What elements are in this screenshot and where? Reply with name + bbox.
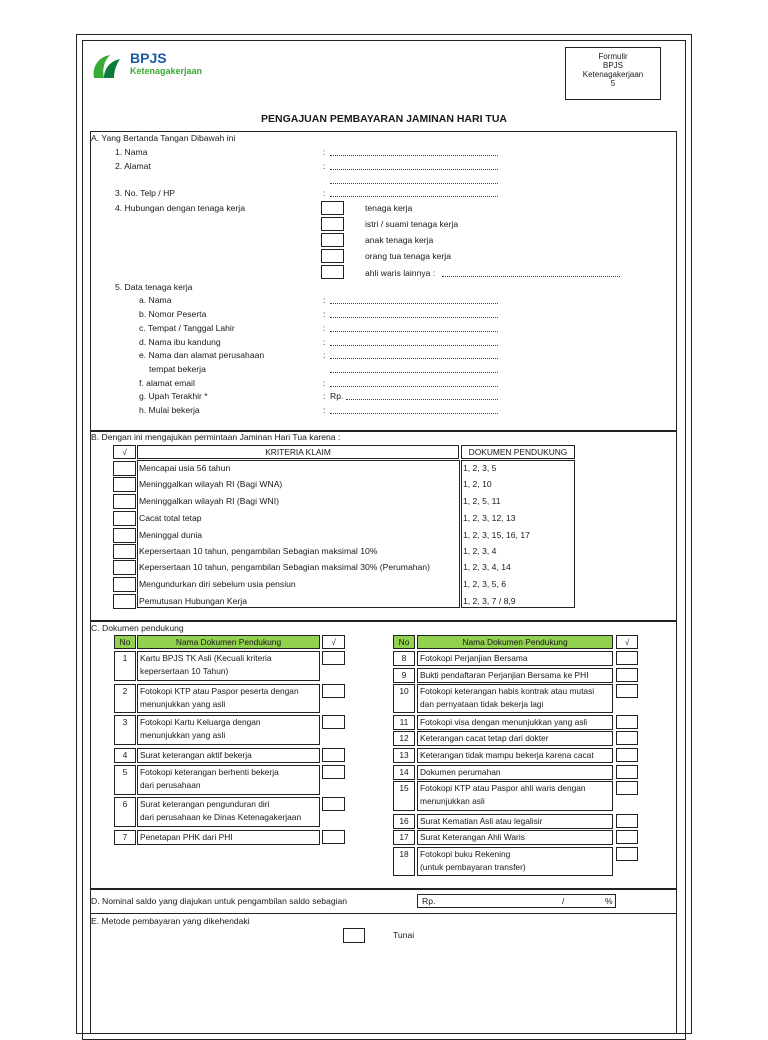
doc-number: 13 xyxy=(393,748,415,763)
doc-number: 2 xyxy=(114,684,136,713)
criteria-text: Mencapai usia 56 tahun xyxy=(139,463,231,473)
payment-option-label: Tunai xyxy=(393,930,415,940)
doc-name: Surat Kematian Asli atau legalisir xyxy=(417,814,613,829)
doc-number: 7 xyxy=(114,830,136,845)
bpjs-logo-icon xyxy=(90,51,130,81)
input-ibu-kandung[interactable] xyxy=(330,345,498,346)
checkbox-orang-tua[interactable] xyxy=(321,249,344,263)
form-code-line: BPJS xyxy=(602,61,623,70)
doc-number: 5 xyxy=(114,765,136,795)
doc-number: 10 xyxy=(393,684,415,713)
doc-name: Fotokopi Perjanjian Bersama xyxy=(417,651,613,666)
doc-number: 18 xyxy=(393,847,415,876)
criteria-docs: 1, 2, 5, 11 xyxy=(463,496,501,506)
criteria-text: Pemutusan Hubungan Kerja xyxy=(139,596,247,606)
doc-number: 9 xyxy=(393,668,415,683)
right-no-header: No xyxy=(393,635,415,649)
field-label-telp: 3. No. Telp / HP xyxy=(115,188,176,198)
nominal-currency: Rp. xyxy=(422,896,436,906)
checkbox-tunai[interactable] xyxy=(343,928,365,943)
doc-name: Bukti pendaftaran Perjanjian Bersama ke PHI xyxy=(417,668,613,683)
criteria-text-column xyxy=(137,460,460,608)
criteria-text: Kepersertaan 10 tahun, pengambilan Sebagian maksimal 30% (Perumahan) xyxy=(139,562,430,572)
criteria-checkbox[interactable] xyxy=(113,511,136,526)
checkbox-tenaga-kerja[interactable] xyxy=(321,201,344,215)
form-code-line: Ketenagakerjaan xyxy=(582,70,644,79)
doc-name: Fotokopi KTP atau Paspor peserta dengan menunjukkan yang asli xyxy=(137,684,320,713)
doc-checkbox[interactable] xyxy=(616,684,638,698)
colon: : xyxy=(323,378,326,388)
sub-label-upah: g. Upah Terakhir * xyxy=(139,391,208,401)
field-label-data-tenaga-kerja: 5. Data tenaga kerja xyxy=(115,282,193,292)
criteria-docs: 1, 2, 3, 4, 14 xyxy=(463,562,511,572)
doc-checkbox[interactable] xyxy=(616,715,638,729)
doc-checkbox[interactable] xyxy=(616,748,638,762)
relation-label: orang tua tenaga kerja xyxy=(365,251,452,261)
criteria-checkbox[interactable] xyxy=(113,477,136,492)
sub-label-mulai-bekerja: h. Mulai bekerja xyxy=(139,405,200,415)
doc-name: Penetapan PHK dari PHI xyxy=(137,830,320,845)
criteria-docs: 1, 2, 3, 5 xyxy=(463,463,497,473)
criteria-text: Kepersertaan 10 tahun, pengambilan Sebagian maksimal 10% xyxy=(139,546,378,556)
criteria-text: Meninggal dunia xyxy=(139,530,203,540)
input-telp[interactable] xyxy=(330,196,498,197)
section-c-heading: C. Dokumen pendukung xyxy=(91,623,184,633)
input-perusahaan-2[interactable] xyxy=(330,372,498,373)
doc-number: 14 xyxy=(393,765,415,780)
section-d-heading: D. Nominal saldo yang diajukan untuk pengambilan saldo sebagian xyxy=(91,896,348,906)
doc-checkbox[interactable] xyxy=(616,668,638,682)
criteria-text: Meninggalkan wilayah RI (Bagi WNA) xyxy=(139,479,283,489)
doc-checkbox[interactable] xyxy=(322,748,345,762)
criteria-text: Meninggalkan wilayah RI (Bagi WNI) xyxy=(139,496,279,506)
doc-checkbox[interactable] xyxy=(322,797,345,811)
doc-checkbox[interactable] xyxy=(322,830,345,844)
doc-name: Fotokopi KTP atau Paspor ahli waris dengan menunjukkan asli xyxy=(417,781,613,811)
doc-name: Fotokopi visa dengan menunjukkan yang asli xyxy=(417,715,613,730)
input-nama[interactable] xyxy=(330,155,498,156)
colon: : xyxy=(323,147,326,157)
doc-number: 16 xyxy=(393,814,415,829)
document-column xyxy=(461,460,575,608)
doc-number: 17 xyxy=(393,830,415,845)
doc-name: Surat Keterangan Ahli Waris xyxy=(417,830,613,845)
criteria-checkbox[interactable] xyxy=(113,560,136,575)
criteria-checkbox[interactable] xyxy=(113,594,136,609)
doc-checkbox[interactable] xyxy=(616,651,638,665)
sub-label-nomor-peserta: b. Nomor Peserta xyxy=(139,309,207,319)
doc-number: 11 xyxy=(393,715,415,730)
field-label-hubungan: 4. Hubungan dengan tenaga kerja xyxy=(115,203,245,213)
doc-name: Keterangan tidak mampu bekerja karena cacat xyxy=(417,748,613,763)
colon: : xyxy=(323,337,326,347)
doc-name: Fotokopi buku Rekening (untuk pembayaran transfer) xyxy=(417,847,613,876)
doc-number: 3 xyxy=(114,715,136,745)
doc-name: Surat keterangan aktif bekerja xyxy=(137,748,320,763)
form-code-line: 5 xyxy=(610,79,616,88)
relation-label: anak tenaga kerja xyxy=(365,235,434,245)
doc-number: 1 xyxy=(114,651,136,681)
doc-name: Surat keterangan pengunduran diri dari perusahaan ke Dinas Ketenagakerjaan xyxy=(137,797,320,827)
input-alamat[interactable] xyxy=(330,169,498,170)
checkbox-istri-suami[interactable] xyxy=(321,217,344,231)
criteria-text: Cacat total tetap xyxy=(139,513,202,523)
criteria-checkbox[interactable] xyxy=(113,461,136,476)
doc-checkbox[interactable] xyxy=(616,830,638,844)
colon: : xyxy=(323,405,326,415)
criteria-docs: 1, 2, 3, 4 xyxy=(463,546,497,556)
doc-checkbox[interactable] xyxy=(322,715,345,729)
doc-checkbox[interactable] xyxy=(616,731,638,745)
checkbox-anak[interactable] xyxy=(321,233,344,247)
doc-number: 4 xyxy=(114,748,136,763)
criteria-checkbox[interactable] xyxy=(113,528,136,543)
form-code-line: Formulir xyxy=(598,52,628,61)
criteria-check-header: √ xyxy=(113,445,136,459)
doc-checkbox[interactable] xyxy=(616,814,638,828)
document-header: DOKUMEN PENDUKUNG xyxy=(461,445,575,459)
right-check-header: √ xyxy=(616,635,638,649)
input-email[interactable] xyxy=(330,386,498,387)
doc-number: 6 xyxy=(114,797,136,827)
sub-label-email: f. alamat email xyxy=(139,378,195,388)
doc-number: 8 xyxy=(393,651,415,666)
criteria-docs: 1, 2, 10 xyxy=(463,479,492,489)
field-label-nama: 1. Nama xyxy=(115,147,148,157)
nominal-percent: % xyxy=(605,896,613,906)
doc-number: 15 xyxy=(393,781,415,811)
logo-bpjs: BPJS xyxy=(130,50,167,66)
criteria-checkbox[interactable] xyxy=(113,577,136,592)
section-e-heading: E. Metode pembayaran yang dikehendaki xyxy=(91,916,250,926)
sub-label-ttl: c. Tempat / Tanggal Lahir xyxy=(139,323,235,333)
doc-checkbox[interactable] xyxy=(322,651,345,665)
page-title: PENGAJUAN PEMBAYARAN JAMINAN HARI TUA xyxy=(260,113,507,125)
input-mulai-bekerja[interactable] xyxy=(330,413,498,414)
criteria-header: KRITERIA KLAIM xyxy=(137,445,459,459)
relation-label: ahli waris lainnya : xyxy=(365,268,436,278)
input-ahli-waris[interactable] xyxy=(442,276,620,277)
criteria-docs: 1, 2, 3, 7 / 8,9 xyxy=(463,596,516,606)
doc-checkbox[interactable] xyxy=(322,684,345,698)
left-check-header: √ xyxy=(322,635,345,649)
doc-name: Fotokopi Kartu Keluarga dengan menunjukkan yang asli xyxy=(137,715,320,745)
doc-name: Kartu BPJS TK Asli (Kecuali kriteria kepersertaan 10 Tahun) xyxy=(137,651,320,681)
doc-checkbox[interactable] xyxy=(616,765,638,779)
doc-name: Fotokopi keterangan berhenti bekerja dari perusahaan xyxy=(137,765,320,795)
upah-currency: Rp. xyxy=(330,391,344,401)
input-nomor-peserta[interactable] xyxy=(330,317,498,318)
relation-label: istri / suami tenaga kerja xyxy=(365,219,459,229)
left-nama-header: Nama Dokumen Pendukung xyxy=(137,635,320,649)
nominal-slash: / xyxy=(562,896,565,906)
input-perusahaan[interactable] xyxy=(330,358,498,359)
criteria-docs: 1, 2, 3, 12, 13 xyxy=(463,513,516,523)
doc-name: Keterangan cacat tetap dari dokter xyxy=(417,731,613,746)
logo-ketenagakerjaan: Ketenagakerjaan xyxy=(130,66,203,76)
criteria-docs: 1, 2, 3, 15, 16, 17 xyxy=(463,530,530,540)
input-upah[interactable] xyxy=(346,399,498,400)
doc-checkbox[interactable] xyxy=(322,765,345,779)
doc-name: Fotokopi keterangan habis kontrak atau mutasi dan pernyataan tidak bekerja lagi xyxy=(417,684,613,713)
section-b-heading: B. Dengan ini mengajukan permintaan Jaminan Hari Tua karena : xyxy=(91,432,341,442)
section-e-frame xyxy=(90,914,677,1034)
form-code-box xyxy=(565,47,661,100)
criteria-docs: 1, 2, 3, 5, 6 xyxy=(463,579,506,589)
colon: : xyxy=(323,295,326,305)
colon: : xyxy=(323,323,326,333)
colon: : xyxy=(323,161,326,171)
criteria-checkbox[interactable] xyxy=(113,544,136,559)
relation-label: tenaga kerja xyxy=(365,203,413,213)
input-alamat-2[interactable] xyxy=(330,183,498,184)
input-tk-nama[interactable] xyxy=(330,303,498,304)
nominal-input[interactable] xyxy=(417,894,616,908)
sub-label-nama: a. Nama xyxy=(139,295,172,305)
right-nama-header: Nama Dokumen Pendukung xyxy=(417,635,613,649)
field-label-alamat: 2. Alamat xyxy=(115,161,151,171)
criteria-checkbox[interactable] xyxy=(113,494,136,509)
doc-checkbox[interactable] xyxy=(616,781,638,795)
colon: : xyxy=(323,391,326,401)
checkbox-ahli-waris[interactable] xyxy=(321,265,344,279)
section-a-heading: A. Yang Bertanda Tangan Dibawah ini xyxy=(91,133,236,143)
doc-checkbox[interactable] xyxy=(616,847,638,861)
colon: : xyxy=(323,309,326,319)
colon: : xyxy=(323,350,326,360)
doc-number: 12 xyxy=(393,731,415,746)
criteria-text: Mengundurkan diri sebelum usia pensiun xyxy=(139,579,296,589)
colon: : xyxy=(323,188,326,198)
doc-name: Dokumen perumahan xyxy=(417,765,613,780)
left-no-header: No xyxy=(114,635,136,649)
input-ttl[interactable] xyxy=(330,331,498,332)
sub-label-tempat-bekerja: tempat bekerja xyxy=(149,364,206,374)
sub-label-ibu-kandung: d. Nama ibu kandung xyxy=(139,337,221,347)
sub-label-perusahaan: e. Nama dan alamat perusahaan xyxy=(139,350,265,360)
